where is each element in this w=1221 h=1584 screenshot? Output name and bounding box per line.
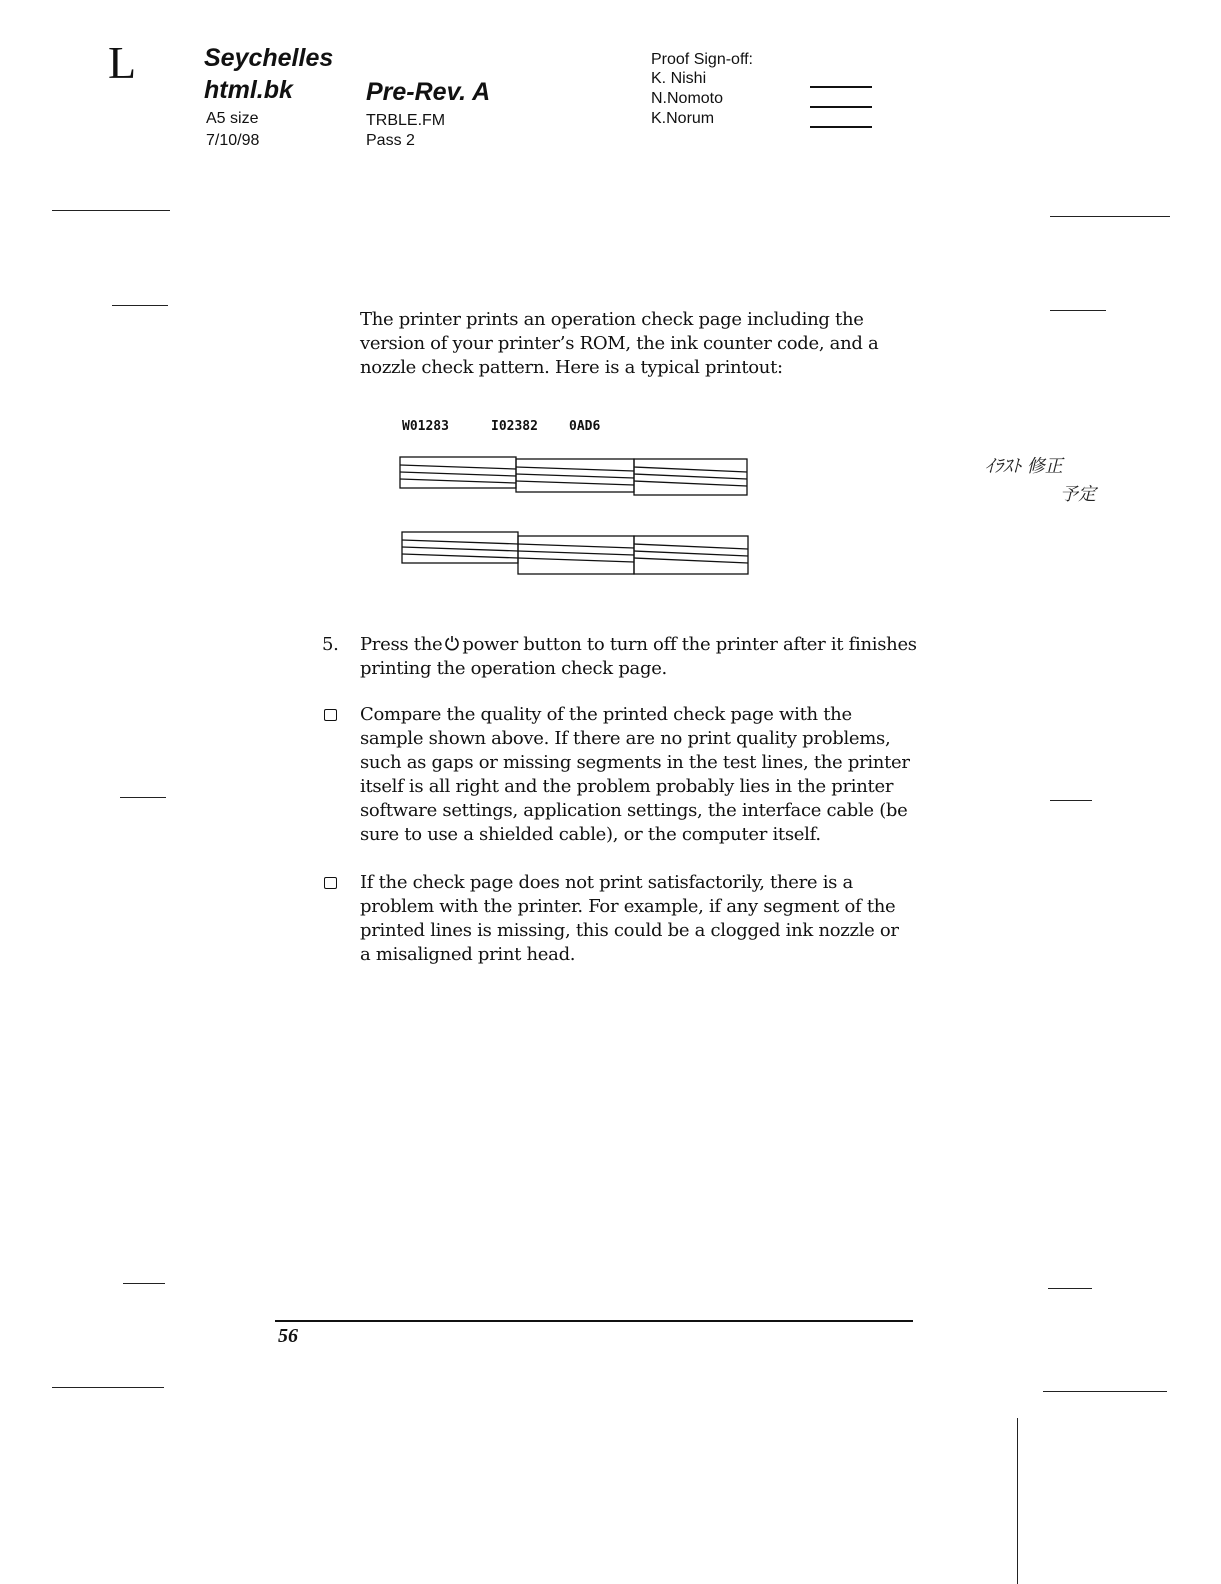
crop-mark	[1050, 216, 1170, 217]
nozzle-block	[402, 532, 518, 563]
chapter-file: TRBLE.FM	[366, 112, 446, 129]
nozzle-block	[634, 536, 748, 574]
handwritten-note: 予定	[1060, 484, 1096, 505]
step-text: power button to turn off the printer after it finishes	[462, 634, 917, 655]
handwritten-note: ｲﾗｽﾄ 修正	[985, 456, 1063, 477]
nozzle-block	[518, 536, 634, 574]
check-code: 0AD6	[569, 419, 601, 434]
page-number: 56	[278, 1325, 298, 1347]
bullet-paragraph	[360, 703, 960, 847]
signer-name: K. Nishi	[651, 70, 707, 87]
bullet-marker	[324, 876, 337, 894]
nozzle-block	[634, 459, 747, 495]
bullet-marker	[324, 708, 337, 726]
crop-mark	[1050, 310, 1106, 311]
bullet-line: sure to use a shielded cable), or the computer itself.	[360, 824, 821, 845]
bullet-line: If the check page does not print satisfactorily, there is a	[360, 872, 853, 893]
intro-line: The printer prints an operation check page including the	[360, 309, 864, 330]
signature-line	[810, 86, 872, 88]
signature-line	[810, 126, 872, 128]
bullet-line: Compare the quality of the printed check page with the	[360, 704, 852, 725]
step-text: printing the operation check page.	[360, 658, 667, 679]
checkbox-bullet-icon	[324, 877, 337, 889]
nozzle-block	[516, 459, 634, 492]
step-number: 5.	[322, 634, 339, 655]
crop-mark	[123, 1283, 165, 1284]
proof-signoff-title: Proof Sign-off:	[651, 51, 753, 68]
bullet-line: sample shown above. If there are no print quality problems,	[360, 728, 891, 749]
page-size: A5 size	[206, 110, 259, 127]
intro-paragraph	[360, 308, 960, 380]
step-text: Press the	[360, 634, 443, 655]
crop-mark	[1043, 1391, 1167, 1392]
crop-mark	[120, 797, 166, 798]
bullet-line: a misaligned print head.	[360, 944, 576, 965]
corner-letter: L	[108, 37, 137, 88]
print-date: 7/10/98	[206, 132, 260, 149]
crop-mark	[1050, 800, 1092, 801]
bullet-line: itself is all right and the problem probably lies in the printer	[360, 776, 894, 797]
crop-mark	[52, 1387, 164, 1388]
pass-label: Pass 2	[366, 132, 415, 149]
power-icon	[444, 635, 460, 651]
signature-line	[810, 106, 872, 108]
book-title: Seychelles	[204, 44, 334, 72]
checkbox-bullet-icon	[324, 709, 337, 721]
book-file: html.bk	[204, 76, 293, 104]
crop-mark	[52, 210, 170, 211]
ink-counter-code: I02382	[491, 419, 538, 434]
nozzle-check-pattern	[396, 452, 756, 580]
crop-mark	[112, 305, 168, 306]
bullet-line: software settings, application settings, the interface cable (be	[360, 800, 908, 821]
bullet-line: such as gaps or missing segments in the test lines, the printer	[360, 752, 910, 773]
footer-rule	[275, 1320, 913, 1322]
signer-name: K.Norum	[651, 110, 715, 127]
bullet-paragraph	[360, 871, 960, 967]
crop-mark	[1017, 1418, 1018, 1584]
signer-name: N.Nomoto	[651, 90, 724, 107]
step-5	[360, 633, 950, 681]
revision-label: Pre-Rev. A	[366, 78, 491, 106]
nozzle-block	[400, 457, 516, 488]
intro-line: version of your printer’s ROM, the ink counter code, and a	[360, 333, 879, 354]
intro-line: nozzle check pattern. Here is a typical printout:	[360, 357, 783, 378]
crop-mark	[1048, 1288, 1092, 1289]
bullet-line: problem with the printer. For example, if any segment of the	[360, 896, 896, 917]
rom-version-code: W01283	[402, 419, 449, 434]
bullet-line: printed lines is missing, this could be a clogged ink nozzle or	[360, 920, 899, 941]
